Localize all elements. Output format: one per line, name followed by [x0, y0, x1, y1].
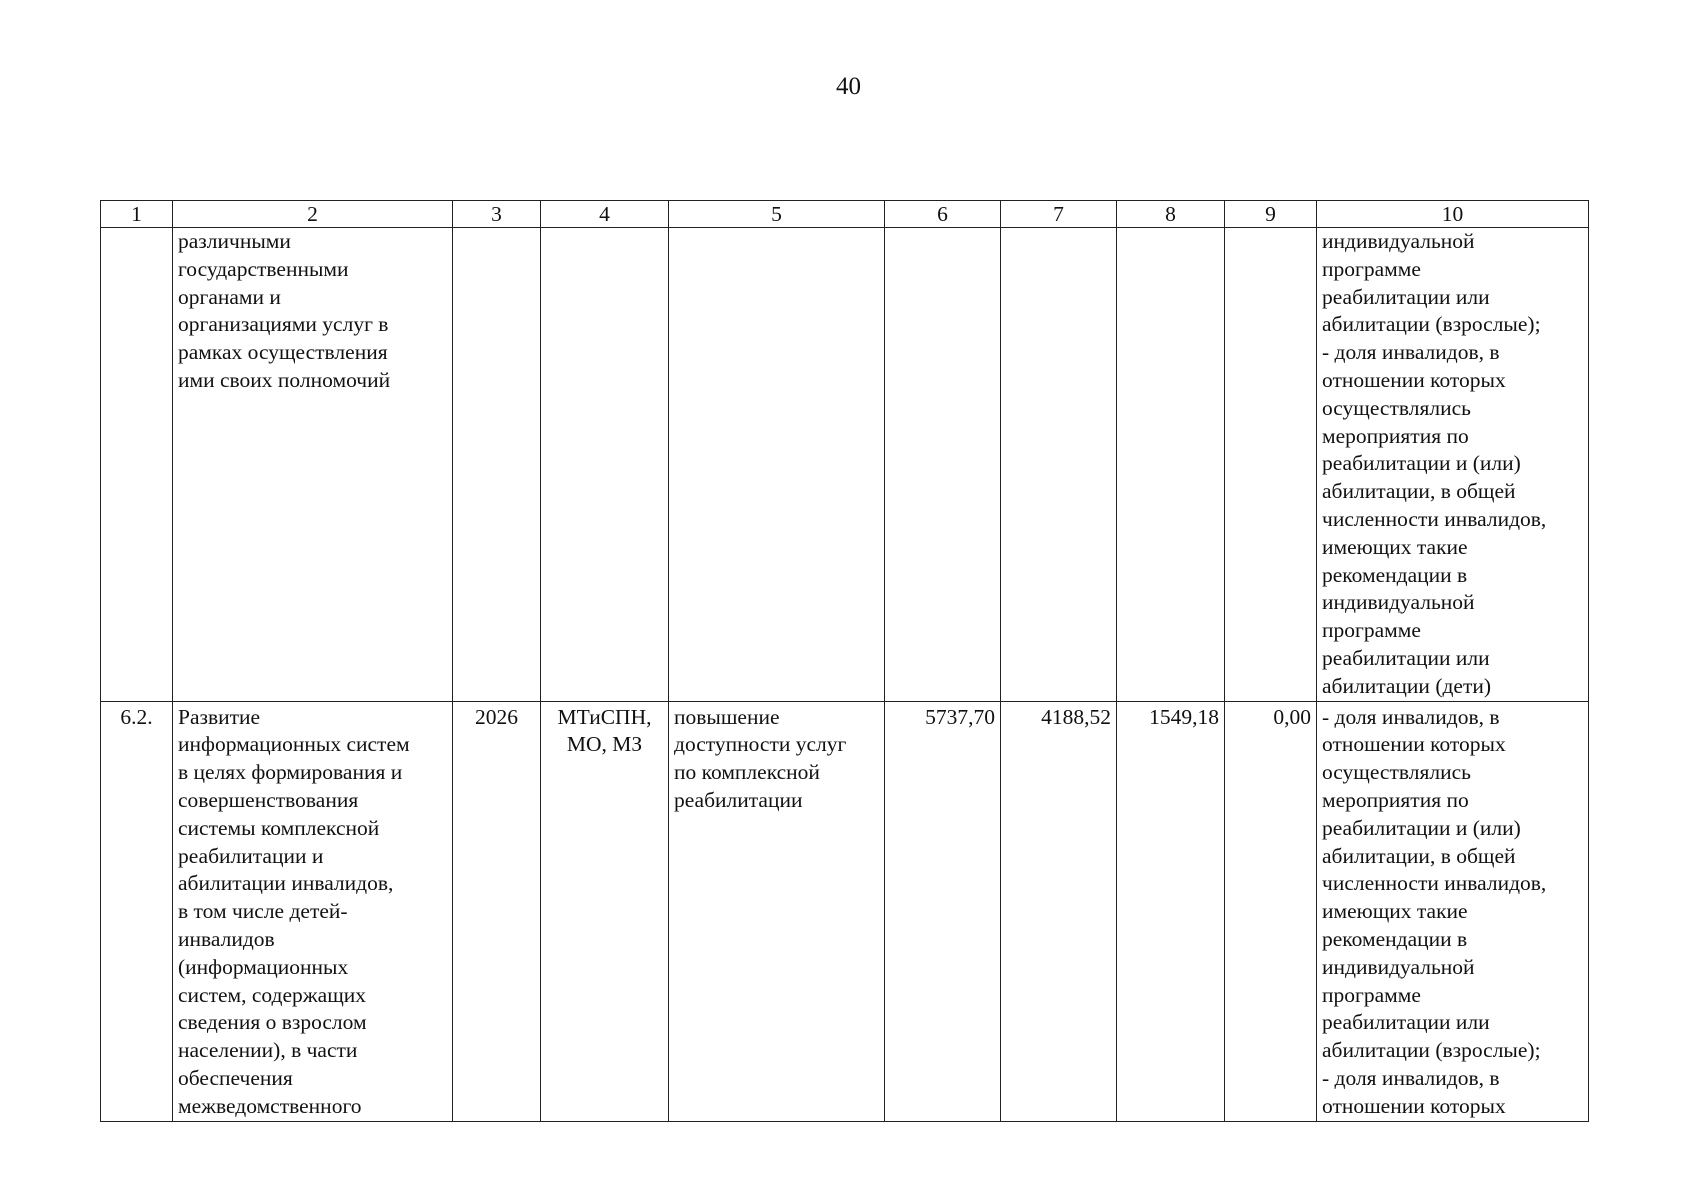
measure-name-cell: [173, 701, 453, 1121]
measure-name-cell: [173, 228, 453, 702]
cell-text-line: рекомендации в: [1322, 926, 1468, 951]
cell-text-line: программе: [1322, 618, 1421, 643]
amount-col6-cell: 5737,70: [885, 701, 1001, 1121]
amount-col7-cell: [1001, 228, 1117, 702]
cell-text-line: индивидуальной: [1322, 229, 1475, 253]
cell-text-line: МТиСПН,: [557, 704, 652, 729]
cell-text-line: повышение: [674, 704, 780, 729]
column-number-8: 8: [1117, 201, 1225, 228]
cell-text-line: мероприятия по: [1322, 787, 1469, 812]
column-number-4: 4: [541, 201, 669, 228]
cell-text-line: реабилитации и: [178, 843, 324, 868]
cell-text-line: программе: [1322, 256, 1421, 281]
cell-text-line: мероприятия по: [1322, 423, 1469, 448]
cell-text-line: реабилитации и (или): [1322, 815, 1521, 840]
executors-cell: [541, 701, 669, 1121]
result-cell: [669, 228, 885, 702]
cell-text-line: численности инвалидов,: [1322, 871, 1547, 896]
cell-text-line: абилитации, в общей: [1322, 843, 1516, 868]
cell-text-line: реабилитации и (или): [1322, 451, 1521, 476]
amount-col9-cell: [1225, 228, 1317, 702]
cell-text-line: абилитации (дети): [1322, 673, 1492, 698]
cell-text-line: сведения о взрослом: [178, 1010, 367, 1035]
row-number-cell: 6.2.: [101, 701, 173, 1121]
cell-text-line: системы комплексной: [178, 815, 380, 840]
cell-text-line: (информационных: [178, 954, 349, 979]
column-number-9: 9: [1225, 201, 1317, 228]
cell-text-line: - доля инвалидов, в: [1322, 1065, 1500, 1090]
cell-text-line: в том числе детей-: [178, 899, 348, 924]
column-number-row: [101, 201, 1589, 228]
cell-text-line: имеющих такие: [1322, 534, 1468, 559]
cell-text-line: абилитации, в общей: [1322, 479, 1516, 504]
cell-text-line: доступности услуг: [674, 732, 847, 757]
cell-text-line: по комплексной: [674, 760, 820, 785]
cell-text-line: отношении которых: [1322, 1093, 1506, 1118]
measures-table: [100, 200, 1589, 1122]
cell-text-line: государственными: [178, 256, 349, 281]
cell-text-line: имеющих такие: [1322, 899, 1468, 924]
column-number-6: 6: [885, 201, 1001, 228]
cell-text-line: отношении которых: [1322, 367, 1506, 392]
cell-text-line: абилитации (взрослые);: [1322, 1038, 1541, 1063]
cell-text-line: населении), в части: [178, 1038, 358, 1063]
cell-text-line: численности инвалидов,: [1322, 506, 1547, 531]
cell-text-line: межведомственного: [178, 1093, 362, 1118]
cell-text-line: информационных систем: [178, 732, 410, 757]
year-cell: 2026: [453, 701, 541, 1121]
cell-text-line: Развитие: [178, 704, 261, 729]
column-number-3: 3: [453, 201, 541, 228]
cell-text-line: различными: [178, 229, 291, 253]
cell-text-line: абилитации (взрослые);: [1322, 312, 1541, 337]
cell-text-line: программе: [1322, 982, 1421, 1007]
table-row: [101, 701, 1589, 1121]
cell-text-line: инвалидов: [178, 926, 275, 951]
column-number-10: 10: [1317, 201, 1589, 228]
cell-text-line: реабилитации или: [1322, 284, 1490, 309]
indicators-cell: [1317, 701, 1589, 1121]
cell-text-line: обеспечения: [178, 1065, 293, 1090]
cell-text-line: осуществлялись: [1322, 760, 1471, 785]
cell-text-line: - доля инвалидов, в: [1322, 340, 1500, 365]
cell-text-line: совершенствования: [178, 787, 359, 812]
cell-text-line: - доля инвалидов, в: [1322, 704, 1500, 729]
cell-text-line: абилитации инвалидов,: [178, 871, 394, 896]
cell-text-line: индивидуальной: [1322, 954, 1475, 979]
cell-text-line: ими своих полномочий: [178, 367, 391, 392]
cell-text-line: отношении которых: [1322, 732, 1506, 757]
column-number-7: 7: [1001, 201, 1117, 228]
cell-text-line: реабилитации или: [1322, 645, 1490, 670]
page-number: 40: [836, 73, 861, 100]
amount-col7-cell: 4188,52: [1001, 701, 1117, 1121]
column-number-1: 1: [101, 201, 173, 228]
row-number-cell: [101, 228, 173, 702]
cell-text-line: осуществлялись: [1322, 395, 1471, 420]
cell-text-line: МО, МЗ: [566, 732, 643, 757]
table-row: [101, 228, 1589, 702]
column-number-2: 2: [173, 201, 453, 228]
cell-text-line: рекомендации в: [1322, 562, 1468, 587]
amount-col8-cell: [1117, 228, 1225, 702]
indicators-cell: [1317, 228, 1589, 702]
cell-text-line: реабилитации: [674, 787, 803, 812]
amount-col9-cell: 0,00: [1225, 701, 1317, 1121]
cell-text-line: индивидуальной: [1322, 590, 1475, 615]
amount-col6-cell: [885, 228, 1001, 702]
cell-text-line: органами и: [178, 284, 281, 309]
executors-cell: [541, 228, 669, 702]
cell-text-line: рамках осуществления: [178, 340, 388, 365]
column-number-5: 5: [669, 201, 885, 228]
cell-text-line: организациями услуг в: [178, 312, 389, 337]
cell-text-line: в целях формирования и: [178, 760, 403, 785]
result-cell: [669, 701, 885, 1121]
cell-text-line: систем, содержащих: [178, 982, 366, 1007]
cell-text-line: реабилитации или: [1322, 1010, 1490, 1035]
amount-col8-cell: 1549,18: [1117, 701, 1225, 1121]
year-cell: [453, 228, 541, 702]
